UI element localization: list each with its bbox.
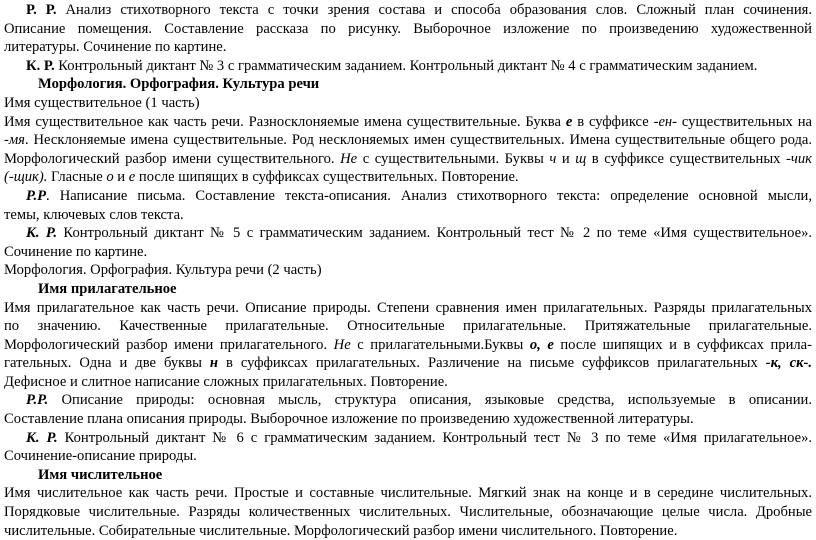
text-line: К. Р. Контрольный диктант № 6 с грамматическим заданием. Контрольный тест № 3 по теме «Имя прилагательное». — [26, 429, 812, 446]
text-line: Р. Р. Анализ стихотворного текста с точки зрения состава и способа образования слов. Сложный план сочинения. — [26, 2, 812, 18]
text-line: -мя. Несклоняемые имена существительные. Род несклоняемых имен существительных. Имена существительные общего рода. — [4, 132, 812, 149]
text-line: числительные. Собирательные числительные. Морфологический разбор имени числительного. Повторение. — [4, 522, 678, 539]
text-line: Составление плана описания природы. Выборочное изложение по произведению художественной литературы. — [4, 411, 694, 428]
section-heading: Имя прилагательное — [38, 280, 177, 297]
text-line: Сочинение-описание природы. — [4, 448, 197, 465]
text-line: Имя прилагательное как часть речи. Описание природы. Степени сравнения имен прилагательных. Разряды прилагательных — [4, 299, 812, 316]
text-line: Дефисное и слитное написание сложных прилагательных. Повторение. — [4, 373, 448, 390]
text-line: по значению. Качественные прилагательные. Относительные прилагательные. Притяжательные прилагательные. — [4, 318, 812, 335]
text-line: (-щик). Гласные о и е после шипящих в суффиксах существительных. Повторение. — [4, 169, 519, 186]
text-line: К. Р. Контрольный диктант № 5 с грамматическим заданием. Контрольный тест № 2 по теме «Имя существительное». — [26, 225, 812, 242]
text-line: Порядковые числительные. Разряды количественных числительных. Числительные, обозначающие целые числа. Дробные — [4, 504, 812, 521]
text-line: Сочинение по картине. — [4, 243, 148, 260]
section-heading: Морфология. Орфография. Культура речи — [38, 76, 320, 93]
text-line: К. Р. Контрольный диктант № 3 с грамматическим заданием. Контрольный диктант № 4 с грамматическим заданием. — [26, 57, 758, 74]
subsection-heading: Имя существительное (1 часть) — [4, 94, 200, 111]
section-heading: Имя числительное — [38, 466, 163, 483]
text-line: литературы. Сочинение по картине. — [4, 39, 227, 56]
text-line: Морфологический разбор имени прилагательного. Не с прилагательными.Буквы о, е после шипящих и в суффиксах прила- — [4, 336, 812, 353]
text-line: Морфологический разбор имени существительного. Не с существительными. Буквы ч и щ в суффиксе существительных -чик — [4, 150, 812, 167]
subsection-heading: Морфология. Орфография. Культура речи (2 часть) — [4, 262, 322, 279]
text-line: темы, ключевых слов текста. — [4, 206, 184, 223]
text-line: Описание помещения. Составление рассказа по рисунку. Выборочное изложение по произведению художественной — [4, 20, 812, 37]
text-line: Имя числительное как часть речи. Простые и составные числительные. Мягкий знак на конце и в середине числительных. — [4, 485, 812, 502]
text-line: Имя существительное как часть речи. Разносклоняемые имена существительные. Буква е в суффиксе -ен- существительных на — [4, 113, 812, 130]
text-line: Р.Р. Написание письма. Составление текста-описания. Анализ стихотворного текста: определение основной мысли, — [26, 187, 812, 204]
text-line: гательных. Одна и две буквы н в суффиксах прилагательных. Различение на письме суффиксов прилагательных -к, ск-. — [4, 355, 812, 372]
text-line: Р.Р. Описание природы: основная мысль, структура описания, языковые средства, используемые в описании. — [26, 392, 812, 409]
